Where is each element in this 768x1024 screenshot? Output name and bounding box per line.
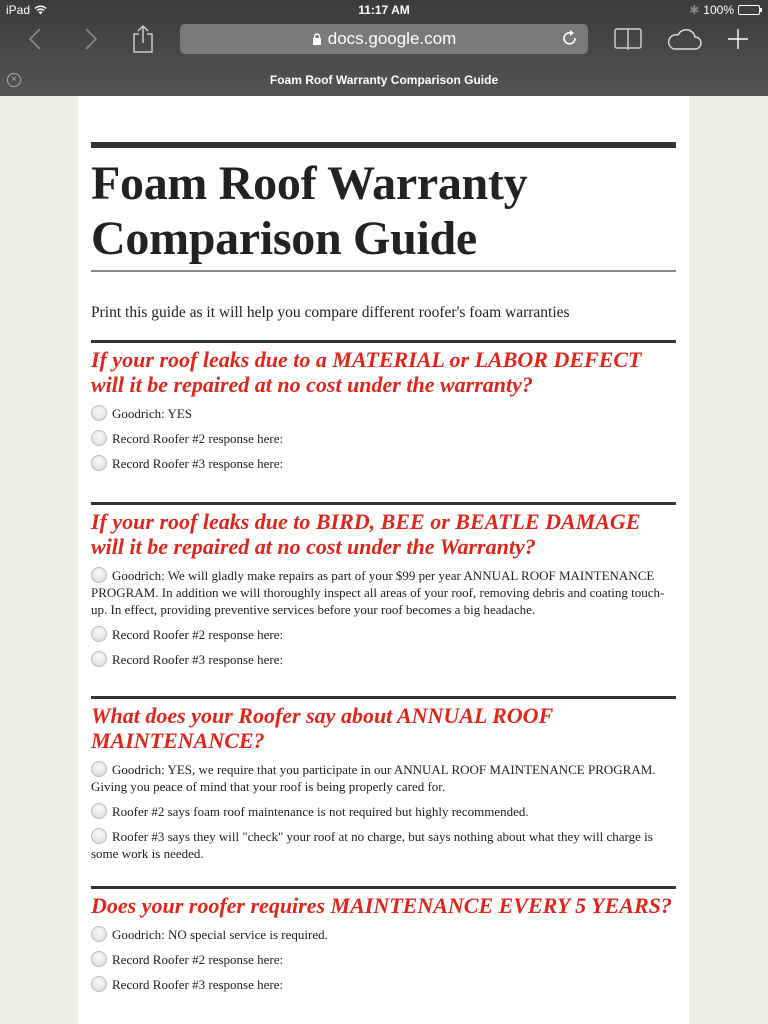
option-label: Record Roofer #3 response here: [112, 456, 284, 471]
bookmarks-button[interactable] [612, 22, 644, 56]
reload-button[interactable] [562, 29, 578, 52]
cloud-icon [666, 28, 702, 50]
answer-option[interactable] [91, 651, 676, 668]
radio-button[interactable] [91, 651, 107, 667]
radio-button[interactable] [91, 976, 107, 992]
chevron-left-icon [29, 28, 41, 50]
page-title: Foam Roof Warranty Comparison Guide [91, 157, 528, 265]
answer-option[interactable] [91, 405, 676, 422]
question-section [91, 340, 676, 472]
answer-option[interactable] [91, 761, 676, 795]
tab-title[interactable]: Foam Roof Warranty Comparison Guide [269, 73, 499, 87]
title-divider [91, 270, 676, 272]
question-section [91, 886, 676, 993]
question-heading: If your roof leaks due to a MATERIAL or LABOR DEFECT will it be repaired at no cost under the warranty? [91, 347, 642, 397]
option-label: Goodrich: We will gladly make repairs as part of your $99 per year ANNUAL ROOF MAINTENANCE PROGRAM. In addition we will thoroughly inspect all areas of your roof, removing debris and coating touch-up. In effect, providing preventive services before your roof becomes a big headache. [91, 568, 665, 617]
question-section [91, 502, 676, 668]
option-label: Roofer #3 says they will "check" your roof at no charge, but says nothing about what they will charge is some work is needed. [91, 829, 653, 861]
option-label: Record Roofer #3 response here: [112, 652, 284, 667]
answer-option[interactable] [91, 430, 676, 447]
battery-percent: 100% [703, 3, 734, 17]
bluetooth-icon: ✱ [689, 3, 700, 17]
answer-option[interactable] [91, 828, 676, 862]
question-heading: What does your Roofer say about ANNUAL ROOF MAINTENANCE? [91, 703, 553, 753]
radio-button[interactable] [91, 926, 107, 942]
radio-button[interactable] [91, 455, 107, 471]
section-divider [91, 502, 676, 505]
back-button[interactable] [22, 22, 48, 56]
chevron-right-icon [85, 28, 97, 50]
status-right [689, 3, 760, 17]
answer-option[interactable] [91, 455, 676, 472]
answer-option[interactable] [91, 626, 676, 643]
radio-button[interactable] [91, 626, 107, 642]
section-divider [91, 886, 676, 889]
section-divider [91, 340, 676, 343]
option-label: Goodrich: NO special service is required. [112, 927, 328, 942]
clock: 11:17 AM [358, 3, 410, 17]
radio-button[interactable] [91, 567, 107, 583]
radio-button[interactable] [91, 803, 107, 819]
option-label: Roofer #2 says foam roof maintenance is not required but highly recommended. [112, 804, 529, 819]
question-heading: If your roof leaks due to BIRD, BEE or BEATLE DAMAGE will it be repaired at no cost under the Warranty? [91, 509, 641, 559]
answer-option[interactable] [91, 567, 676, 618]
answer-option[interactable] [91, 803, 676, 820]
answer-option[interactable] [91, 976, 676, 993]
carrier-label: iPad [6, 3, 31, 17]
status-bar [0, 0, 768, 20]
document-content [91, 142, 676, 1001]
radio-button[interactable] [91, 430, 107, 446]
tab-bar [0, 64, 768, 96]
lock-icon [312, 33, 322, 45]
document-page [78, 96, 689, 1024]
option-label: Record Roofer #2 response here: [112, 431, 284, 446]
option-label: Goodrich: YES [112, 406, 193, 421]
option-label: Record Roofer #2 response here: [112, 627, 284, 642]
share-button[interactable] [128, 22, 158, 56]
new-tab-button[interactable] [724, 22, 752, 56]
section-divider [91, 696, 676, 699]
answer-option[interactable] [91, 951, 676, 968]
intro-text: Print this guide as it will help you compare different roofer's foam warranties [91, 304, 570, 321]
question-section [91, 696, 676, 862]
radio-button[interactable] [91, 405, 107, 421]
browser-toolbar [0, 22, 768, 56]
radio-button[interactable] [91, 828, 107, 844]
reload-icon [562, 29, 578, 47]
close-icon: × [11, 74, 17, 85]
share-icon [132, 25, 154, 53]
option-label: Record Roofer #3 response here: [112, 977, 284, 992]
radio-button[interactable] [91, 761, 107, 777]
url-text: docs.google.com [327, 29, 457, 48]
plus-icon [727, 28, 749, 50]
option-label: Record Roofer #2 response here: [112, 952, 284, 967]
question-heading: Does your roofer requires MAINTENANCE EVERY 5 YEARS? [91, 893, 672, 918]
option-label: Goodrich: YES, we require that you participate in our ANNUAL ROOF MAINTENANCE PROGRAM. Giving you peace of mind that your roof is being properly cared for. [91, 762, 656, 794]
answer-option[interactable] [91, 926, 676, 943]
top-divider [91, 142, 676, 148]
address-bar[interactable] [180, 24, 588, 54]
forward-button[interactable] [78, 22, 104, 56]
battery-icon [738, 5, 760, 15]
icloud-tabs-button[interactable] [664, 22, 704, 56]
book-icon [614, 28, 642, 50]
radio-button[interactable] [91, 951, 107, 967]
browser-chrome [0, 0, 768, 96]
